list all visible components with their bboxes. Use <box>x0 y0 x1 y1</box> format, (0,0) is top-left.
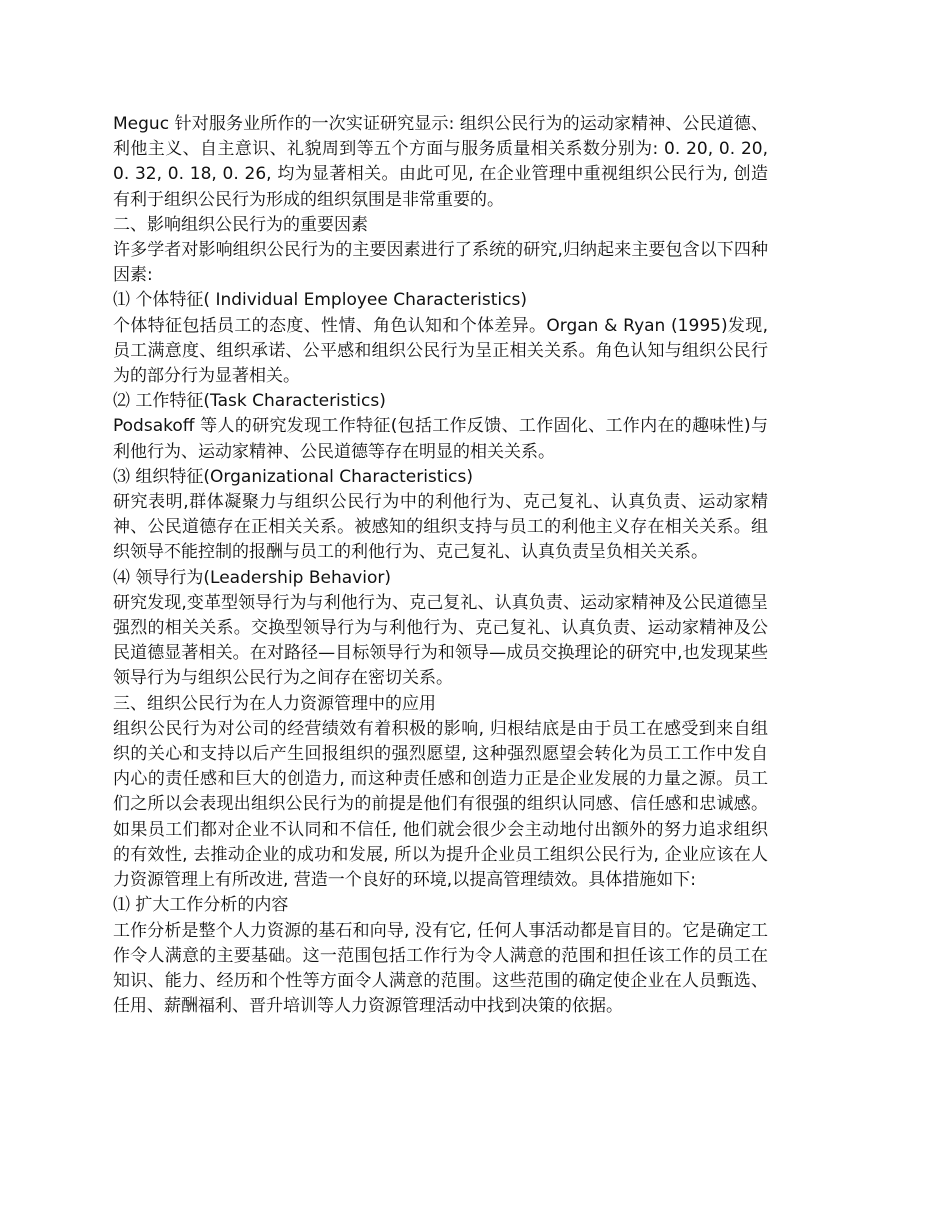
leadership-behavior-paragraph: 研究发现,变革型领导行为与利他行为、克己复礼、认真负责、运动家精神及公民道德呈强烈的相关关系。交换型领导行为与利他行为、克己复礼、认真负责、运动家精神及公民道德显著相关。在对路径—目标领导行为和领导—成员交换理论的研究中,也发现某些领导行为与组织公民行为之间存在密切关系。 <box>113 592 768 689</box>
section-heading-influencing-factors: 二、影响组织公民行为的重要因素 <box>113 214 368 235</box>
hr-application-paragraph: 组织公民行为对公司的经营绩效有着积极的影响, 归根结底是由于员工在感受到来自组织的关心和支持以后产生回报组织的强烈愿望, 这种强烈愿望会转化为员工工作中发自内心的责任感和巨大的创造力, 而这种责任感和创造力正是企业发展的力量之源。员工们之所以会表现出组织公民行为的前提是他们有很强的组织认同感、信任感和忠诚感。如果员工们都对企业不认同和不信任, 他们就会很少会主动地付出额外的努力追求组织的有效性, 去推动企业的成功和发展, 所以为提升企业员工组织公民行为, 企业应该在人力资源管理上有所改进, 营造一个良好的环境,以提高管理绩效。具体措施如下: <box>113 718 768 891</box>
subheading-leadership-behavior: ⑷ 领导行为(Leadership Behavior) <box>113 567 391 588</box>
subheading-job-analysis: ⑴ 扩大工作分析的内容 <box>113 895 289 916</box>
subheading-organizational-characteristics: ⑶ 组织特征(Organizational Characteristics) <box>113 466 473 487</box>
task-characteristics-paragraph: Podsakoff 等人的研究发现工作特征(包括工作反馈、工作固化、工作内在的趣味性)与利他行为、运动家精神、公民道德等存在明显的相关关系。 <box>113 416 768 462</box>
job-analysis-paragraph: 工作分析是整个人力资源的基石和向导, 没有它, 任何人事活动都是盲目的。它是确定工作令人满意的主要基础。这一范围包括工作行为令人满意的范围和担任该工作的员工在知识、能力、经历和个性等方面令人满意的范围。这些范围的确定使企业在人员甄选、任用、薪酬福利、晋升培训等人力资源管理活动中找到决策的依据。 <box>113 920 768 1017</box>
document-body <box>113 112 768 1019</box>
section-heading-hr-application: 三、组织公民行为在人力资源管理中的应用 <box>113 693 436 714</box>
factors-intro-paragraph: 许多学者对影响组织公民行为的主要因素进行了系统的研究,归纳起来主要包含以下四种因素: <box>113 240 768 286</box>
intro-paragraph: Meguc 针对服务业所作的一次实证研究显示: 组织公民行为的运动家精神、公民道德、利他主义、自主意识、礼貌周到等五个方面与服务质量相关系数分别为: 0. 20, 0. 20, 0. 32, 0. 18, 0. 26, 均为显著相关。由此可见, 在企业管理中重视组织公民行为, 创造有利于组织公民行为形成的组织氛围是非常重要的。 <box>113 114 768 210</box>
organizational-characteristics-paragraph: 研究表明,群体凝聚力与组织公民行为中的利他行为、克己复礼、认真负责、运动家精神、公民道德存在正相关关系。被感知的组织支持与员工的利他主义存在相关关系。组织领导不能控制的报酬与员工的利他行为、克己复礼、认真负责呈负相关关系。 <box>113 492 768 563</box>
subheading-task-characteristics: ⑵ 工作特征(Task Characteristics) <box>113 391 386 412</box>
subheading-individual-characteristics: ⑴ 个体特征( Individual Employee Characteristics) <box>113 290 527 311</box>
individual-characteristics-paragraph: 个体特征包括员工的态度、性情、角色认知和个体差异。Organ & Ryan (1995)发现,员工满意度、组织承诺、公平感和组织公民行为呈正相关关系。角色认知与组织公民行为的部分行为显著相关。 <box>113 315 768 387</box>
